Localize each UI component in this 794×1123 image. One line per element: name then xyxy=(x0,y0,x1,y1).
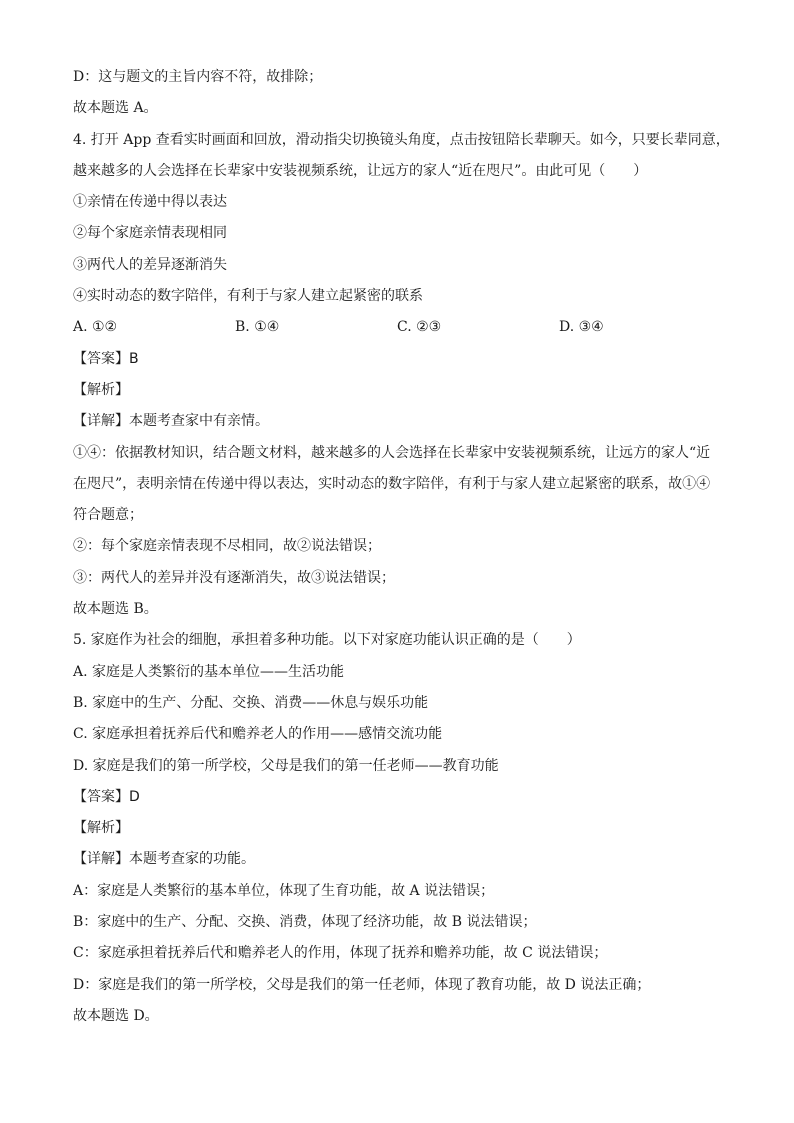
q4-option-b: B. ①④ xyxy=(235,319,280,336)
q4-answer: 【答案】B xyxy=(73,350,139,367)
q4-option-d: D. ③④ xyxy=(559,319,604,336)
question-4 xyxy=(73,125,730,626)
q4-stem-line1: 4. 打开 App 查看实时画面和回放，滑动指尖切换镜头角度，点击按钮陪长辈聊天。如今，只要长辈同意， xyxy=(73,131,730,148)
q5-explain-b: B：家庭中的生产、分配、交换、消费，体现了经济功能，故 B 说法错误； xyxy=(73,914,537,931)
q5-explain-d: D：家庭是我们的第一所学校，父母是我们的第一任老师，体现了教育功能，故 D 说法正确； xyxy=(73,976,651,993)
q5-explain-a: A：家庭是人类繁衍的基本单位，体现了生育功能，故 A 说法错误； xyxy=(73,882,495,899)
q5-analysis-label: 【解析】 xyxy=(73,820,129,837)
q5-option-b: B. 家庭中的生产、分配、交换、消费——休息与娱乐功能 xyxy=(73,694,429,711)
q5-option-a: A. 家庭是人类繁衍的基本单位——生活功能 xyxy=(73,663,345,680)
q4-explain-3: ③：两代人的差异并没有逐渐消失，故③说法错误； xyxy=(73,569,395,586)
q4-item-1: ①亲情在传递中得以表达 xyxy=(73,194,227,211)
q5-option-d: D. 家庭是我们的第一所学校，父母是我们的第一任老师——教育功能 xyxy=(73,757,499,774)
q4-options xyxy=(73,312,723,343)
q5-option-c: C. 家庭承担着抚养后代和赡养老人的作用——感情交流功能 xyxy=(73,726,443,743)
q4-stem-line2: 越来越多的人会选择在长辈家中安装视频系统，让远方的家人“近在咫尺”。由此可见（ ） xyxy=(73,162,648,179)
question-5 xyxy=(73,625,723,1032)
q4-item-3: ③两代人的差异逐渐消失 xyxy=(73,256,227,273)
q4-detail: 【详解】本题考查家中有亲情。 xyxy=(73,413,269,430)
q4-conclusion: 故本题选 B。 xyxy=(73,601,158,618)
q4-item-4: ④实时动态的数字陪伴，有利于与家人建立起紧密的联系 xyxy=(73,288,423,305)
q4-item-2: ②每个家庭亲情表现相同 xyxy=(73,225,227,242)
q5-explain-c: C：家庭承担着抚养后代和赡养老人的作用，体现了抚养和赡养功能，故 C 说法错误； xyxy=(73,945,608,962)
document-page xyxy=(73,62,730,1032)
q4-explain-line2: 在咫尺”，表明亲情在传递中得以表达，实时动态的数字陪伴，有利于与家人建立起紧密的联系，故①④ xyxy=(73,475,711,492)
q4-option-a: A. ①② xyxy=(73,319,118,336)
q5-answer: 【答案】D xyxy=(73,788,140,805)
prev-conclusion: 故本题选 A。 xyxy=(73,100,158,117)
q5-stem: 5. 家庭作为社会的细胞，承担着多种功能。以下对家庭功能认识正确的是（ ） xyxy=(73,632,581,649)
prev-explanation-d: D：这与题文的主旨内容不符，故排除； xyxy=(73,69,323,85)
q4-explain-line3: 符合题意； xyxy=(73,507,143,524)
q4-explain-line1: ①④：依据教材知识，结合题文材料，越来越多的人会选择在长辈家中安装视频系统，让远方的家人“近 xyxy=(73,444,711,461)
q5-conclusion: 故本题选 D。 xyxy=(73,1007,159,1024)
q5-detail: 【详解】本题考查家的功能。 xyxy=(73,851,255,868)
q4-option-c: C. ②③ xyxy=(397,319,442,336)
q4-explain-2: ②：每个家庭亲情表现不尽相同，故②说法错误； xyxy=(73,538,381,555)
q4-analysis-label: 【解析】 xyxy=(73,381,129,398)
